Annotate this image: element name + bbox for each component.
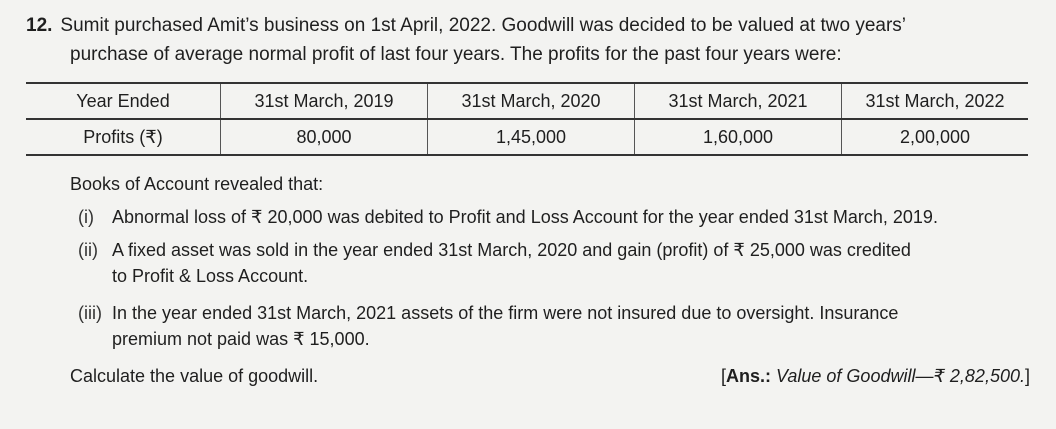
question-text-line-1: Sumit purchased Amit’s business on 1st April, 2022. Goodwill was decided to be valued at two years’ — [60, 15, 907, 36]
value-cell: 1,60,000 — [635, 119, 842, 155]
table-header-row — [26, 83, 1028, 119]
item-text-continuation: premium not paid was ₹ 15,000. — [112, 329, 370, 349]
intro-text: Books of Account revealed that: — [70, 174, 324, 194]
question-number: 12. — [26, 15, 53, 36]
answer-label: Ans.: — [726, 366, 772, 386]
item-text: In the year ended 31st March, 2021 assets of the firm were not insured due to oversight. Insurance — [112, 303, 899, 323]
list-item — [78, 205, 938, 229]
answer-bracket-close: ] — [1024, 366, 1030, 386]
calculate-instruction: Calculate the value of goodwill. — [70, 366, 319, 386]
profit-table — [26, 82, 1028, 156]
list-item — [78, 301, 898, 325]
value-cell: 1,45,000 — [428, 119, 635, 155]
question-line-1 — [26, 14, 906, 38]
table-row — [26, 119, 1028, 155]
header-cell: 31st March, 2022 — [842, 83, 1029, 119]
item-label: (ii) — [78, 240, 98, 260]
value-cell: 80,000 — [221, 119, 428, 155]
item-text: A fixed asset was sold in the year ended 31st March, 2020 and gain (profit) of ₹ 25,000 was credited — [112, 240, 911, 260]
item-label: (i) — [78, 207, 94, 227]
answer-bracket-open: [ — [721, 366, 727, 386]
header-cell: 31st March, 2021 — [635, 83, 842, 119]
list-item — [78, 238, 911, 262]
header-cell: 31st March, 2019 — [221, 83, 428, 119]
value-cell: 2,00,000 — [842, 119, 1029, 155]
header-cell: Year Ended — [26, 83, 221, 119]
item-text-continuation: to Profit & Loss Account. — [112, 266, 309, 286]
row-label-cell: Profits (₹) — [26, 119, 221, 155]
answer-value: Value of Goodwill—₹ 2,82,500. — [771, 366, 1025, 386]
item-text: Abnormal loss of ₹ 20,000 was debited to Profit and Loss Account for the year ended 31st March, 2019. — [112, 207, 938, 227]
answer — [721, 364, 1030, 388]
question-line-2: purchase of average normal profit of last four years. The profits for the past four years were: — [70, 44, 842, 65]
header-cell: 31st March, 2020 — [428, 83, 635, 119]
item-label: (iii) — [78, 303, 102, 323]
